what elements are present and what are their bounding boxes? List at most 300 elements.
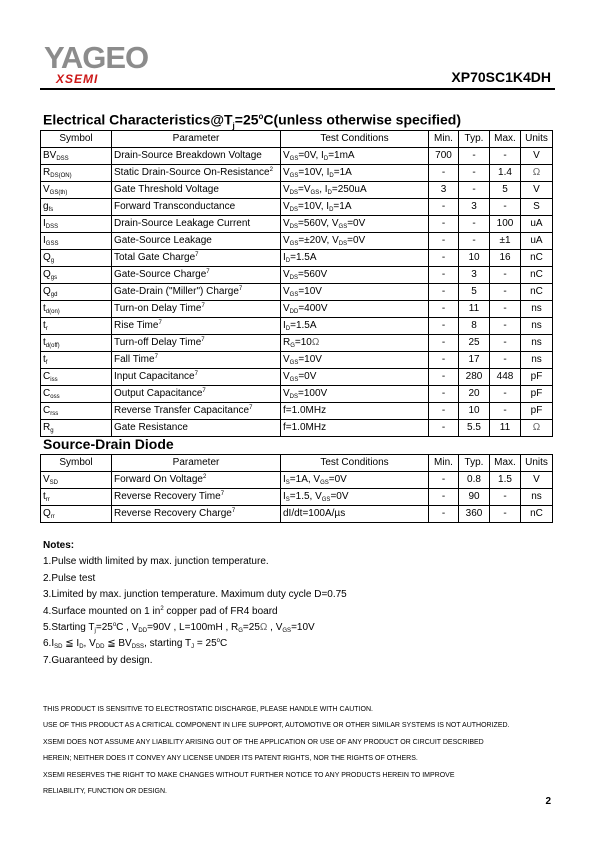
symbol-subscript: g <box>50 258 55 264</box>
text-segment: =0V <box>328 474 347 485</box>
symbol-main: t <box>43 303 46 314</box>
table-header-row <box>41 455 553 472</box>
test-condition-cell <box>281 386 429 403</box>
parameter-cell <box>112 165 281 182</box>
parameter-footnote: 7 <box>231 508 236 514</box>
table-row <box>41 199 553 216</box>
text-segment: =560V, V <box>298 218 339 229</box>
text-segment: 5.Starting T <box>43 622 95 634</box>
text-segment: DD <box>95 644 105 651</box>
parameter-cell <box>112 199 281 216</box>
parameter-cell <box>112 148 281 165</box>
unit-cell: nC <box>521 267 553 284</box>
parameter-cell <box>112 301 281 318</box>
parameter-footnote: 7 <box>249 405 253 411</box>
text-segment: 4.Surface mounted on 1 in <box>43 605 161 617</box>
max-value: - <box>490 199 521 216</box>
text-segment: V <box>283 235 290 246</box>
table-row <box>41 386 553 403</box>
text-segment: GS <box>282 628 292 635</box>
note-item <box>43 620 347 636</box>
parameter-text: Static Drain-Source On-Resistance <box>114 167 270 178</box>
text-segment: GS <box>289 360 299 366</box>
min-value: - <box>429 352 459 369</box>
unit-cell: pF <box>521 403 553 420</box>
text-segment: =10V <box>291 622 315 634</box>
symbol-main: Q <box>43 269 51 280</box>
parameter-cell <box>112 369 281 386</box>
text-segment: =90V , L=100mH , R <box>147 622 239 634</box>
text-segment: G <box>238 628 243 635</box>
text-segment: =25 <box>95 622 113 634</box>
max-value: ±1 <box>490 233 521 250</box>
text-segment: GS <box>289 156 299 162</box>
text-segment: =1A <box>333 201 352 212</box>
symbol-cell <box>41 420 112 437</box>
test-condition-cell <box>281 352 429 369</box>
test-condition-cell <box>281 199 429 216</box>
disclaimer-line: RELIABILITY, FUNCTION OR DESIGN. <box>43 788 167 796</box>
symbol-main: t <box>43 491 46 502</box>
disclaimer-line: HEREIN; NEITHER DOES IT CONVEY ANY LICENSE UNDER ITS PATENT RIGHTS, NOR THE RIGHTS OF OTHERS. <box>43 755 418 763</box>
parameter-footnote: 7 <box>202 388 206 394</box>
typ-value: 25 <box>459 335 490 352</box>
parameter-text: Reverse Recovery Charge <box>114 508 232 519</box>
symbol-cell <box>41 284 112 301</box>
symbol-main: Q <box>43 286 51 297</box>
parameter-cell <box>112 233 281 250</box>
unit-cell: uA <box>521 233 553 250</box>
min-value: - <box>429 489 459 506</box>
max-value: 100 <box>490 216 521 233</box>
text-segment: GS <box>289 173 299 179</box>
test-condition-cell <box>281 148 429 165</box>
parameter-footnote: 7 <box>206 269 210 275</box>
symbol-cell <box>41 148 112 165</box>
max-value: - <box>490 489 521 506</box>
disclaimer-line: XSEMI DOES NOT ASSUME ANY LIABILITY ARISING OUT OF THE APPLICATION OR USE OF ANY PRODUCT OR CIRCUIT DESCRIBED <box>43 738 484 746</box>
min-value: - <box>429 284 459 301</box>
test-condition-cell <box>281 284 429 301</box>
parameter-text: Gate-Source Charge <box>114 269 207 280</box>
max-value: - <box>490 386 521 403</box>
parameter-cell <box>112 386 281 403</box>
table-row <box>41 301 553 318</box>
electrical-characteristics-title: Electrical $Characteristics@T_j=25^oC(unless$ otherwise specified) <box>43 111 462 131</box>
text-segment: o <box>112 622 117 629</box>
text-segment: Ω <box>311 337 320 348</box>
parameter-cell <box>112 284 281 301</box>
parameter-text: Drain-Source Leakage Current <box>114 218 251 229</box>
table-row <box>41 506 553 523</box>
text-segment: 3.Limited by max. junction temperature. Maximum duty cycle D=0.75 <box>43 589 347 601</box>
unit-cell: V <box>521 182 553 199</box>
logo-sub-text: XSEMI <box>56 72 99 86</box>
text-segment: V <box>283 150 290 161</box>
table-row <box>41 148 553 165</box>
symbol-subscript: fs <box>48 207 54 213</box>
symbol-main: t <box>43 354 46 365</box>
column-header: Typ. <box>459 131 490 148</box>
unit-cell: Ω <box>521 165 553 182</box>
text-segment: o <box>216 638 220 645</box>
unit-cell: nC <box>521 250 553 267</box>
parameter-footnote: 7 <box>158 320 162 326</box>
max-value: - <box>490 403 521 420</box>
header-divider <box>40 88 555 90</box>
table-row <box>41 318 553 335</box>
parameter-text: Total Gate Charge <box>114 252 196 263</box>
text-segment: D <box>285 326 291 332</box>
symbol-cell <box>41 318 112 335</box>
typ-value: 20 <box>459 386 490 403</box>
unit-cell: ns <box>521 352 553 369</box>
parameter-cell <box>112 182 281 199</box>
text-segment: , starting T <box>144 638 192 650</box>
text-segment: ≦ BV <box>104 638 132 650</box>
text-segment: =1A <box>333 167 352 178</box>
symbol-main: t <box>43 337 46 348</box>
text-segment: =10V <box>298 286 322 297</box>
parameter-text: Drain-Source Breakdown Voltage <box>114 150 262 161</box>
text-segment: C <box>220 638 228 650</box>
parameter-footnote: 7 <box>201 303 205 309</box>
text-segment: R <box>283 337 291 348</box>
column-header: Max. <box>490 131 521 148</box>
unit-cell: S <box>521 199 553 216</box>
text-segment: D <box>329 173 334 179</box>
symbol-main: C <box>43 405 51 416</box>
column-header: Symbol <box>41 455 112 472</box>
unit-cell: Ω <box>521 420 553 437</box>
text-segment: f=1.0MHz <box>283 422 327 433</box>
text-segment: =25 <box>242 622 260 634</box>
symbol-cell <box>41 352 112 369</box>
unit-cell: nC <box>521 506 553 523</box>
symbol-main: BV <box>43 150 57 161</box>
test-condition-cell <box>281 318 429 335</box>
symbol-subscript: gd <box>50 292 58 298</box>
text-segment: =10V <box>298 354 322 365</box>
parameter-footnote: 7 <box>195 252 199 258</box>
symbol-subscript: rr <box>45 497 50 503</box>
text-segment: =1.5, V <box>289 491 322 502</box>
typ-value: 0.8 <box>459 472 490 489</box>
text-segment: =10V, I <box>298 167 330 178</box>
table-row <box>41 233 553 250</box>
disclaimer-line: XSEMI RESERVES THE RIGHT TO MAKE CHANGES WITHOUT FURTHER NOTICE TO ANY PRODUCTS HEREIN TO IMPROVE <box>43 771 455 779</box>
unit-cell: nC <box>521 284 553 301</box>
text-segment: =10V, I <box>298 201 330 212</box>
text-segment: =0V <box>330 491 349 502</box>
text-segment: GS <box>289 241 299 247</box>
text-segment: DS <box>289 224 299 230</box>
test-condition-cell <box>281 165 429 182</box>
text-segment: GS <box>338 224 348 230</box>
symbol-cell <box>41 386 112 403</box>
text-segment: DS <box>289 394 299 400</box>
test-condition-cell <box>281 369 429 386</box>
parameter-text: Reverse Recovery Time <box>114 491 221 502</box>
test-condition-cell <box>281 182 429 199</box>
source-drain-diode-title: Source-Drain Diode <box>43 436 174 452</box>
note-item <box>43 571 347 587</box>
electrical-characteristics-table <box>40 130 553 437</box>
parameter-cell <box>112 250 281 267</box>
table-row <box>41 420 553 437</box>
max-value: - <box>490 506 521 523</box>
text-segment: =400V <box>298 303 328 314</box>
symbol-subscript: DS(ON) <box>50 173 72 179</box>
typ-value: 17 <box>459 352 490 369</box>
test-condition-cell <box>281 506 429 523</box>
parameter-text: Input Capacitance <box>114 371 195 382</box>
typ-value: 5.5 <box>459 420 490 437</box>
parameter-cell <box>112 403 281 420</box>
text-segment: copper pad of FR4 board <box>163 605 278 617</box>
min-value: - <box>429 301 459 318</box>
symbol-subscript: DSS <box>45 224 59 230</box>
typ-value: 8 <box>459 318 490 335</box>
text-segment: =1A, V <box>289 474 321 485</box>
typ-value: - <box>459 233 490 250</box>
text-segment: ≦ I <box>62 638 80 650</box>
text-segment: DD <box>138 628 148 635</box>
text-segment: DS <box>289 207 299 213</box>
test-condition-cell <box>281 233 429 250</box>
text-segment: I <box>283 474 286 485</box>
max-value: - <box>490 318 521 335</box>
table-row <box>41 250 553 267</box>
typ-value: - <box>459 216 490 233</box>
symbol-main: C <box>43 371 51 382</box>
max-value: 1.4 <box>490 165 521 182</box>
unit-cell: ns <box>521 301 553 318</box>
text-segment: , I <box>319 184 328 195</box>
test-condition-cell <box>281 403 429 420</box>
part-number: XP70SC1K4DH <box>451 69 551 85</box>
table-row <box>41 369 553 386</box>
test-condition-cell <box>281 267 429 284</box>
symbol-main: C <box>43 388 51 399</box>
text-segment: = 25 <box>194 638 217 650</box>
parameter-text: Turn-on Delay Time <box>114 303 202 314</box>
text-segment: V <box>283 218 290 229</box>
table-row <box>41 403 553 420</box>
parameter-footnote: 7 <box>238 286 243 292</box>
table-row <box>41 352 553 369</box>
symbol-cell <box>41 489 112 506</box>
text-segment: GS <box>320 480 329 486</box>
typ-value: 280 <box>459 369 490 386</box>
test-condition-cell <box>281 301 429 318</box>
parameter-cell <box>112 420 281 437</box>
min-value: - <box>429 472 459 489</box>
unit-cell: pF <box>521 369 553 386</box>
typ-value: - <box>459 165 490 182</box>
typ-value: 5 <box>459 284 490 301</box>
text-segment: D <box>79 644 84 651</box>
symbol-subscript: rss <box>50 411 59 417</box>
text-segment: 1.Pulse width limited by max. junction temperature. <box>43 556 269 568</box>
company-logo <box>44 42 156 92</box>
text-segment: V <box>283 286 290 297</box>
min-value: - <box>429 233 459 250</box>
parameter-text: Gate Threshold Voltage <box>114 184 219 195</box>
text-segment: =560V <box>298 269 328 280</box>
text-segment: I <box>283 491 286 502</box>
text-segment: =±20V, V <box>298 235 339 246</box>
symbol-subscript: g <box>50 428 54 434</box>
test-condition-cell <box>281 420 429 437</box>
text-segment: GS <box>310 190 320 196</box>
symbol-main: Q <box>43 252 51 263</box>
parameter-footnote: 7 <box>201 337 205 343</box>
column-header: Parameter <box>112 455 281 472</box>
text-segment: V <box>283 388 290 399</box>
text-segment: V <box>283 201 290 212</box>
text-segment: V <box>283 269 290 280</box>
parameter-cell <box>112 318 281 335</box>
symbol-subscript: d(on) <box>45 309 60 315</box>
text-segment: DS <box>289 190 299 196</box>
min-value: 3 <box>429 182 459 199</box>
symbol-subscript: iss <box>50 377 58 383</box>
text-segment: 6.I <box>43 638 55 650</box>
table-row <box>41 335 553 352</box>
text-segment: f=1.0MHz <box>283 405 327 416</box>
max-value: - <box>490 301 521 318</box>
text-segment: I <box>283 252 286 263</box>
disclaimer-line: USE OF THIS PRODUCT AS A CRITICAL COMPONENT IN LIFE SUPPORT, AUTOMOTIVE OR OTHER SIMILAR SYSTEMS IS NOT AUTHORIZED. <box>43 722 510 730</box>
unit-cell: V <box>521 472 553 489</box>
typ-value: - <box>459 148 490 165</box>
source-drain-diode-table <box>40 454 553 523</box>
table-row <box>41 489 553 506</box>
min-value: 700 <box>429 148 459 165</box>
text-segment: GS <box>289 377 299 383</box>
max-value: - <box>490 267 521 284</box>
table-row <box>41 472 553 489</box>
note-item <box>43 587 347 603</box>
symbol-cell <box>41 335 112 352</box>
max-value: - <box>490 335 521 352</box>
symbol-cell <box>41 199 112 216</box>
test-condition-cell <box>281 216 429 233</box>
min-value: - <box>429 420 459 437</box>
parameter-text: Turn-off Delay Time <box>114 337 202 348</box>
parameter-footnote: 7 <box>220 491 225 497</box>
text-segment: =1.5A <box>290 252 317 263</box>
logo-main-text: YAGEO <box>44 40 149 75</box>
parameter-footnote: 2 <box>202 474 207 480</box>
symbol-cell <box>41 216 112 233</box>
parameter-cell <box>112 335 281 352</box>
test-condition-cell <box>281 489 429 506</box>
parameter-cell <box>112 489 281 506</box>
text-segment: j <box>94 628 96 635</box>
column-header: Max. <box>490 455 521 472</box>
max-value: 16 <box>490 250 521 267</box>
table-row <box>41 216 553 233</box>
text-segment: 2 <box>160 605 164 612</box>
column-header: Units <box>521 455 553 472</box>
table-row <box>41 165 553 182</box>
table-row <box>41 284 553 301</box>
parameter-cell <box>112 267 281 284</box>
parameter-footnote: 2 <box>269 167 273 173</box>
symbol-subscript: GSS <box>45 241 59 247</box>
parameter-text: Gate Resistance <box>114 422 188 433</box>
note-item <box>43 554 347 570</box>
text-segment: 7.Guaranteed by design. <box>43 654 153 666</box>
table-header-row <box>41 131 553 148</box>
symbol-cell <box>41 301 112 318</box>
min-value: - <box>429 267 459 284</box>
symbol-cell <box>41 233 112 250</box>
min-value: - <box>429 369 459 386</box>
text-segment: V <box>283 354 290 365</box>
text-segment: D <box>285 258 291 264</box>
symbol-main: R <box>43 422 51 433</box>
text-segment: =0V, I <box>298 150 324 161</box>
symbol-main: I <box>43 218 46 229</box>
typ-value: - <box>459 182 490 199</box>
max-value: 1.5 <box>490 472 521 489</box>
text-segment: S <box>285 480 290 486</box>
test-condition-cell <box>281 472 429 489</box>
test-condition-cell <box>281 250 429 267</box>
unit-cell: ns <box>521 318 553 335</box>
parameter-footnote: 7 <box>194 371 198 377</box>
column-header: Min. <box>429 131 459 148</box>
parameter-text: Gate-Source Leakage <box>114 235 212 246</box>
text-segment: I <box>283 320 286 331</box>
text-segment: C , V <box>116 622 139 634</box>
column-header: Units <box>521 131 553 148</box>
typ-value: 10 <box>459 403 490 420</box>
text-segment: D <box>323 156 329 162</box>
min-value: - <box>429 199 459 216</box>
text-segment: DSS <box>131 644 145 651</box>
text-segment: Ω <box>259 622 268 634</box>
max-value: - <box>490 352 521 369</box>
text-segment: =0V <box>298 371 317 382</box>
unit-cell: pF <box>521 386 553 403</box>
symbol-cell <box>41 250 112 267</box>
text-segment: G <box>290 343 295 349</box>
max-value: 5 <box>490 182 521 199</box>
text-segment: S <box>285 497 290 503</box>
parameter-text: Gate-Drain ("Miller") Charge <box>114 286 239 297</box>
text-segment: =250uA <box>331 184 367 195</box>
text-segment: V <box>283 184 290 195</box>
parameter-text: Forward On Voltage <box>114 474 203 485</box>
symbol-subscript: r <box>45 326 48 332</box>
symbol-main: t <box>43 320 46 331</box>
max-value: - <box>490 284 521 301</box>
typ-value: 3 <box>459 199 490 216</box>
text-segment: =V <box>298 184 311 195</box>
unit-cell: V <box>521 148 553 165</box>
text-segment: =10 <box>294 337 312 348</box>
min-value: - <box>429 506 459 523</box>
column-header: Test Conditions <box>281 455 429 472</box>
symbol-subscript: SD <box>49 480 59 486</box>
symbol-subscript: DSS <box>56 156 69 162</box>
symbol-cell <box>41 472 112 489</box>
column-header: Test Conditions <box>281 131 429 148</box>
